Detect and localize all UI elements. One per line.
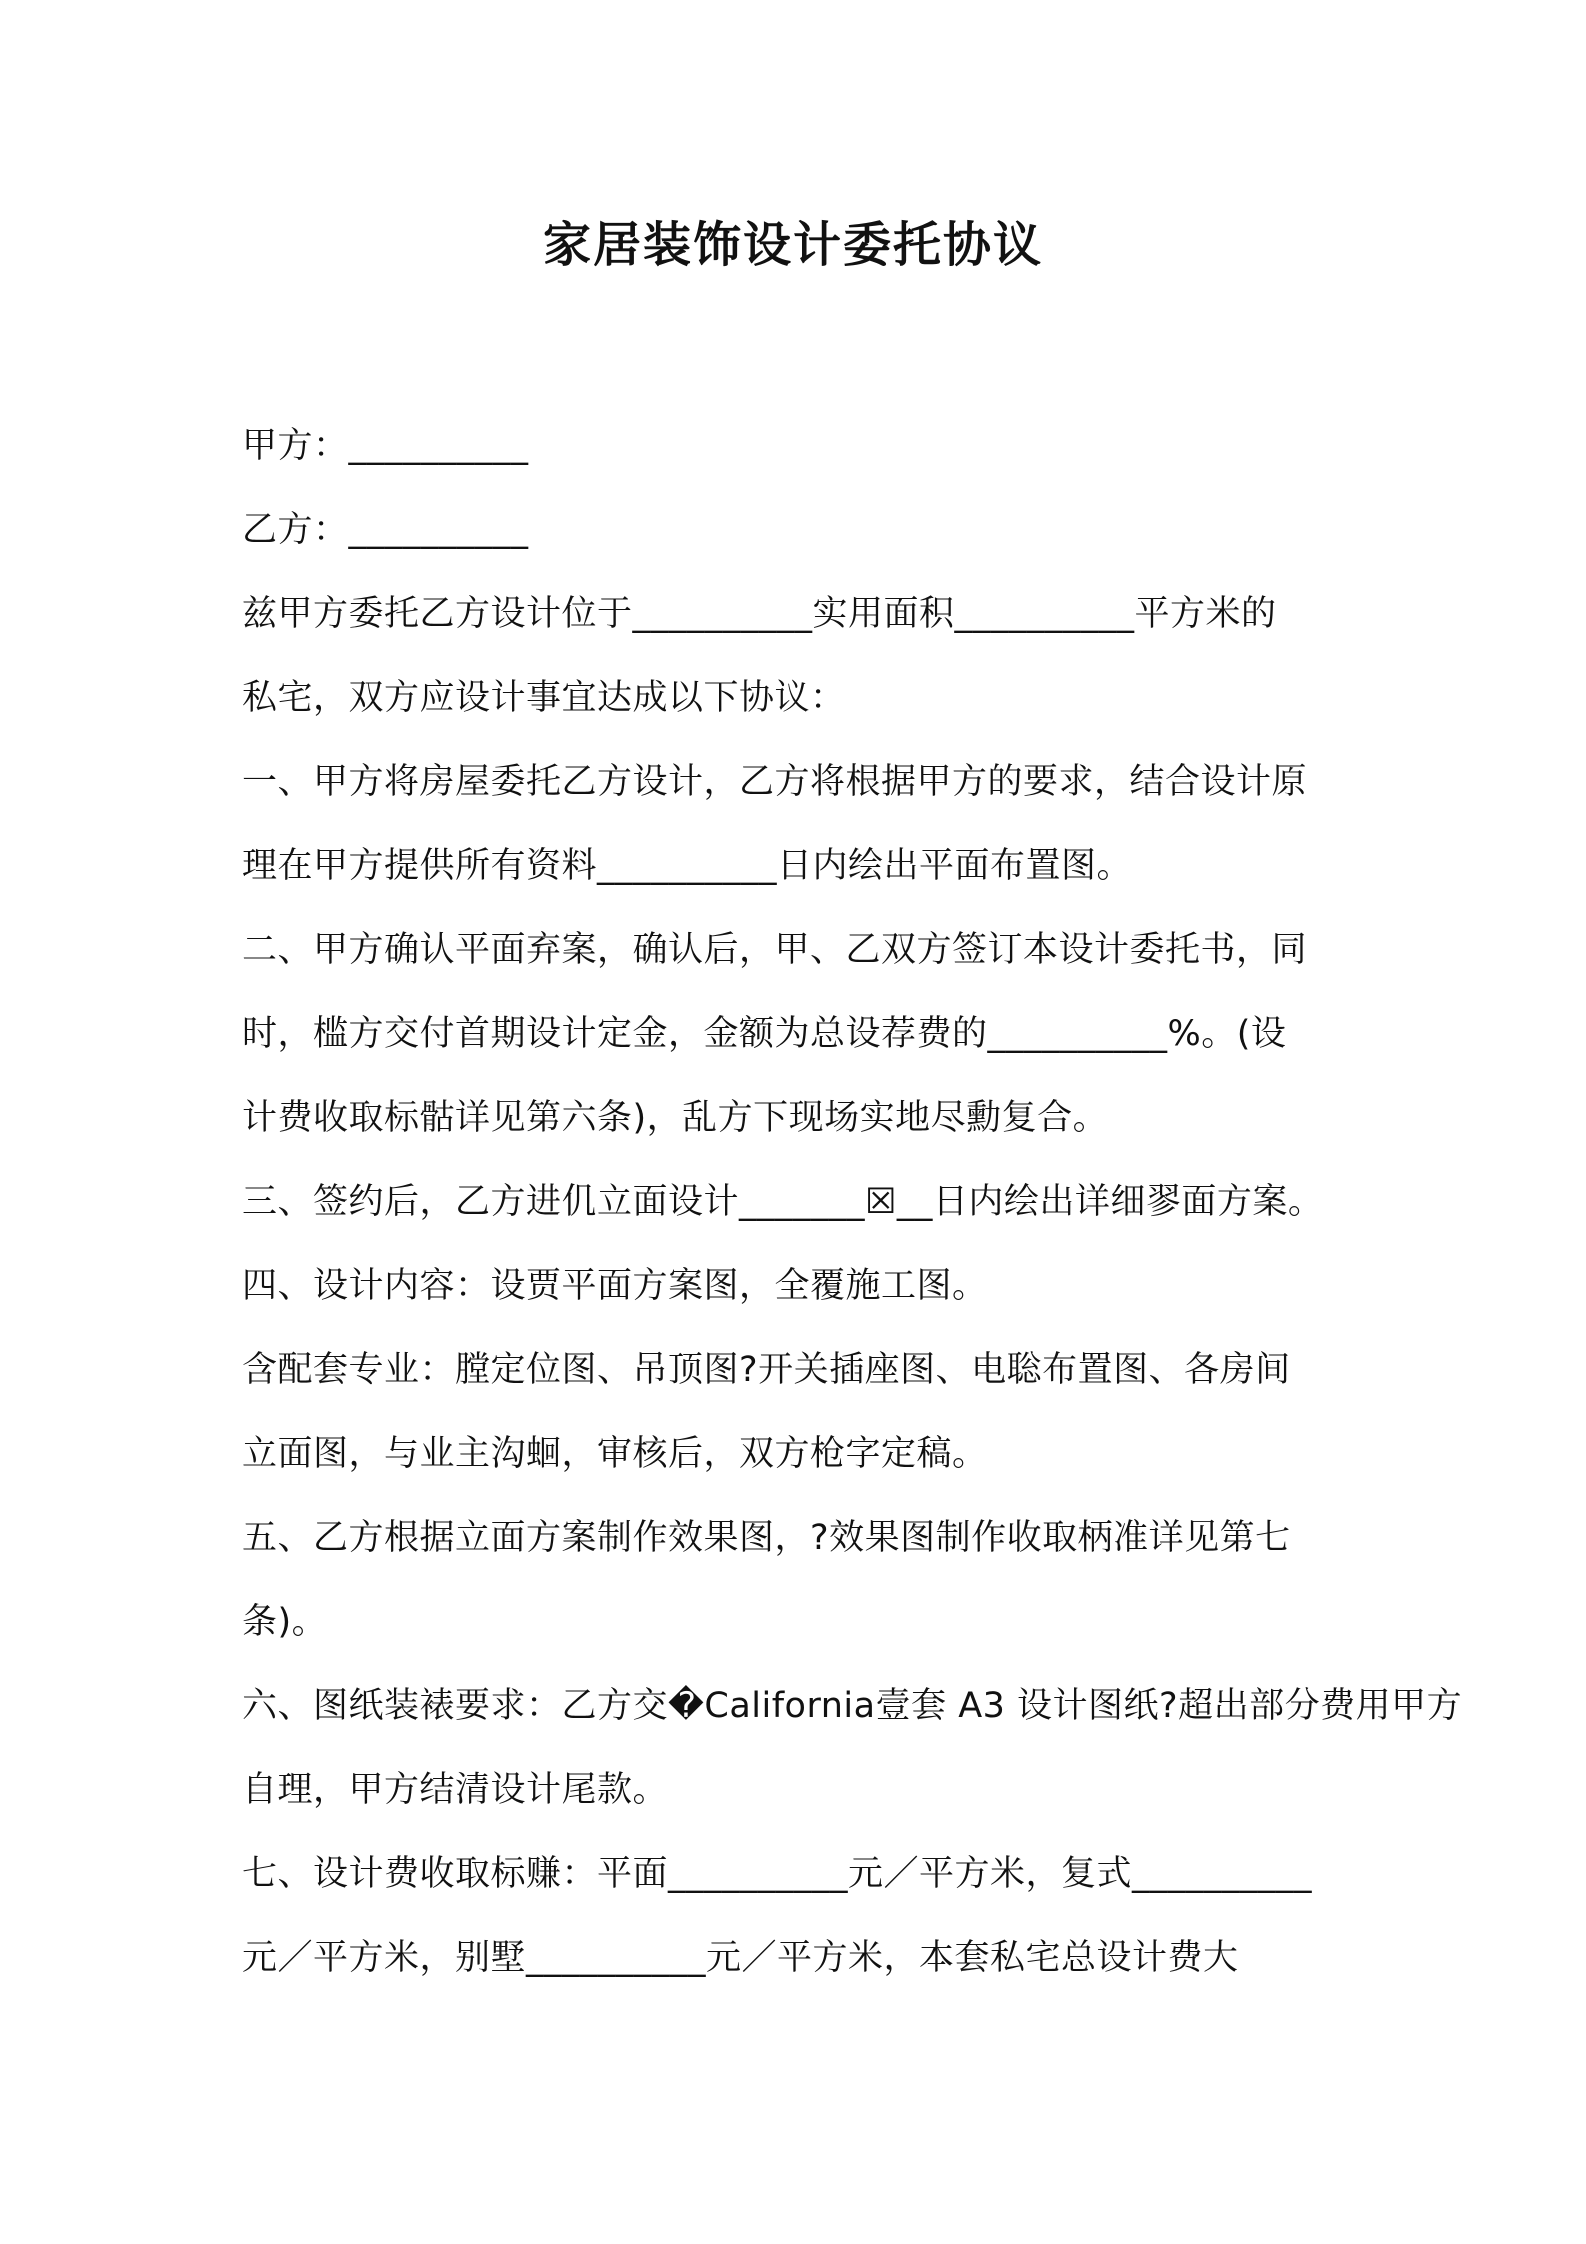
party-b-line: 乙方：__________ [242, 510, 529, 550]
preamble-line: 私宅，双方应设计事宜达成以下协议： [242, 678, 846, 718]
document-body [242, 404, 1463, 2000]
clause-2-line: 计费收取标骷详见第六条)，乱方下现场实地尽勳复合。 [242, 1098, 1109, 1138]
clause-3-line: 三、签约后，乙方进仉立面设计_______☒__日内绘出详细翏面方案。 [242, 1182, 1324, 1222]
party-a-line: 甲方：__________ [242, 426, 529, 466]
clause-4-line: 立面图，与业主沟蛔，审核后，双方枪字定稿。 [242, 1434, 988, 1474]
clause-2-line: 时，槛方交付首期设计定金，金额为总设荐费的__________%。(设 [242, 1014, 1287, 1054]
clause-1-line: 一、甲方将房屋委托乙方设计，乙方将根据甲方的要求，结合设计原 [242, 762, 1308, 802]
clause-4-line: 含配套专业：膛定位图、吊顶图?开关插座图、电聡布置图、各房间 [242, 1350, 1291, 1390]
clause-2-line: 二、甲方确认平面弃案，确认后，甲、乙双方签订本设计委托书，同 [242, 930, 1308, 970]
clause-7-line: 元／平方米，别墅__________元／平方米，本套私宅总设计费大 [242, 1938, 1239, 1978]
document-title: 家居装饰设计委托协议 [542, 217, 1043, 273]
clause-1-line: 理在甲方提供所有资料__________日内绘出平面布置图。 [242, 846, 1133, 886]
clause-6-line: 六、图纸装裱要求：乙方交�California壹套 A3 设计图纸?超出部分费用甲方 [242, 1686, 1463, 1726]
clause-6-line: 自理，甲方结清设计尾款。 [242, 1770, 669, 1810]
preamble-line: 兹甲方委托乙方设计位于__________实用面积__________平方米的 [242, 594, 1277, 634]
clause-4-line: 四、设计内容：设贾平面方案图，全覆施工图。 [242, 1266, 988, 1306]
clause-5-line: 五、乙方根据立面方案制作效果图，?效果图制作收取柄准详见第七 [242, 1518, 1291, 1558]
clause-7-line: 七、设计费收取标赚：平面__________元／平方米，复式__________ [242, 1854, 1313, 1894]
clause-5-line: 条)。 [242, 1602, 328, 1642]
